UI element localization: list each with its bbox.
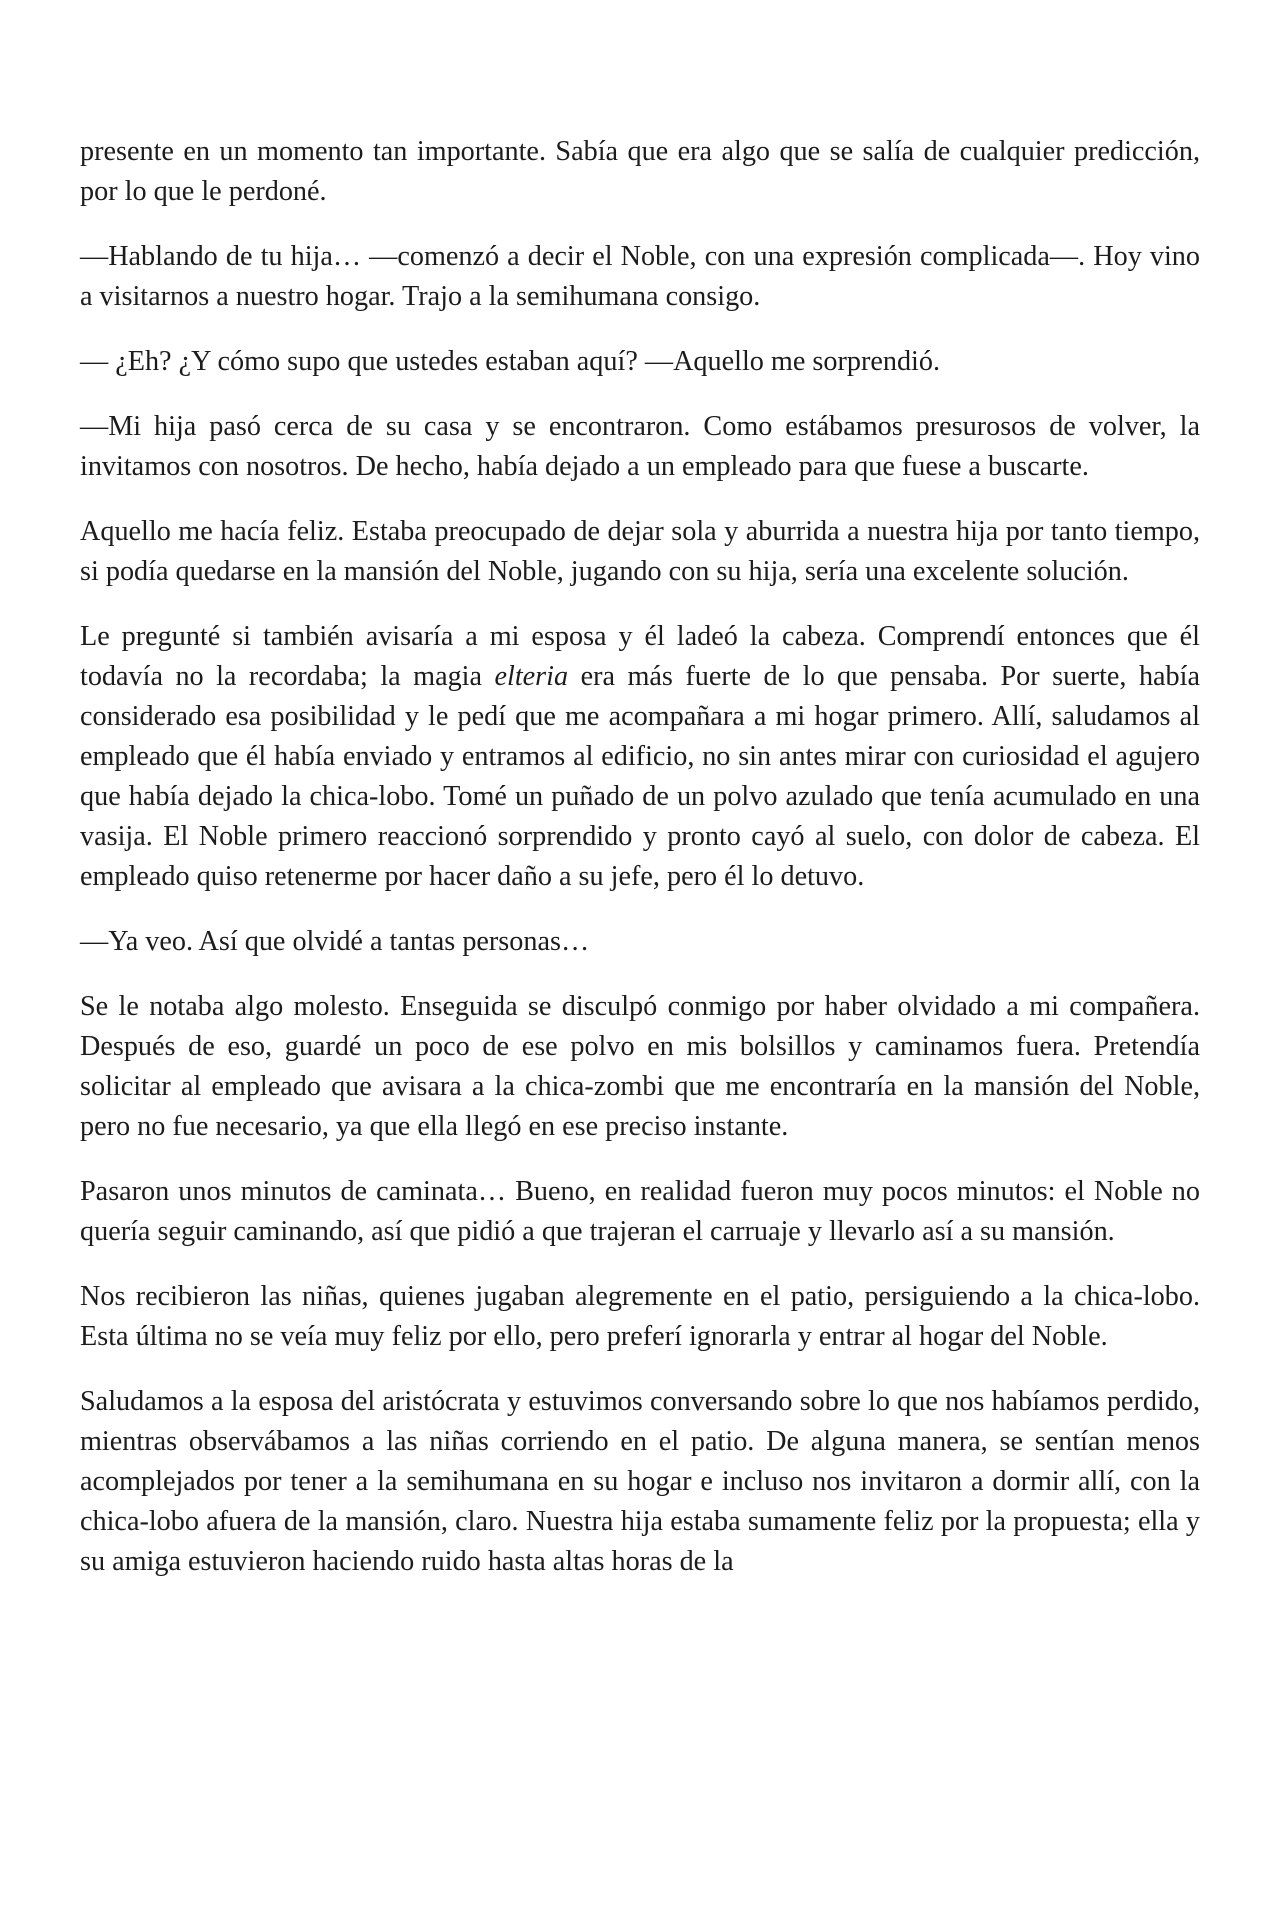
- italic-term: elteria: [494, 661, 569, 692]
- paragraph: —Hablando de tu hija… —comenzó a decir el Noble, con una expresión complicada—. Hoy vino a visitarnos a nuestro hogar. Trajo a la semihumana consigo.: [80, 241, 1200, 312]
- paragraph: Pasaron unos minutos de caminata… Bueno, en realidad fueron muy pocos minutos: el Noble no quería seguir caminando, así que pidió a que trajeran el carruaje y llevarlo así a su mansión.: [80, 1176, 1200, 1247]
- paragraph: Se le notaba algo molesto. Enseguida se disculpó conmigo por haber olvidado a mi compañera. Después de eso, guardé un poco de ese polvo en mis bolsillos y caminamos fuera. Pretendía solicitar al empleado que avisara a la chica-zombi que me encontraría en la mansión del Noble, pero no fue necesario, ya que ella llegó en ese preciso instante.: [80, 991, 1200, 1142]
- paragraph-text-before: Le pregunté si también avisaría a mi esposa y él ladeó la cabeza. Comprendí entonces que él todavía no la recordaba; la magia: [80, 621, 1200, 692]
- document-page: [80, 132, 1200, 1607]
- paragraph: —Mi hija pasó cerca de su casa y se encontraron. Como estábamos presurosos de volver, la invitamos con nosotros. De hecho, había dejado a un empleado para que fuese a buscarte.: [80, 411, 1200, 482]
- paragraph: Aquello me hacía feliz. Estaba preocupado de dejar sola y aburrida a nuestra hija por tanto tiempo, si podía quedarse en la mansión del Noble, jugando con su hija, sería una excelente solución.: [80, 516, 1200, 587]
- paragraph: —Ya veo. Así que olvidé a tantas personas…: [80, 926, 590, 957]
- paragraph: [80, 617, 1200, 897]
- paragraph-text-after: era más fuerte de lo que pensaba. Por suerte, había considerado esa posibilidad y le pedí que me acompañara a mi hogar primero. Allí, saludamos al empleado que él había enviado y entramos al edificio, no sin antes mirar con curiosidad el agujero que había dejado la chica-lobo. Tomé un puñado de un polvo azulado que tenía acumulado en una vasija. El Noble primero reaccionó sorprendido y pronto cayó al suelo, con dolor de cabeza. El empleado quiso retenerme por hacer daño a su jefe, pero él lo detuvo.: [80, 661, 1200, 892]
- paragraph: Nos recibieron las niñas, quienes jugaban alegremente en el patio, persiguiendo a la chica-lobo. Esta última no se veía muy feliz por ello, pero preferí ignorarla y entrar al hogar del Noble.: [80, 1281, 1200, 1352]
- paragraph: presente en un momento tan importante. Sabía que era algo que se salía de cualquier predicción, por lo que le perdoné.: [80, 136, 1200, 207]
- paragraph: — ¿Eh? ¿Y cómo supo que ustedes estaban aquí? —Aquello me sorprendió.: [80, 346, 941, 377]
- paragraph: Saludamos a la esposa del aristócrata y estuvimos conversando sobre lo que nos habíamos perdido, mientras observábamos a las niñas corriendo en el patio. De alguna manera, se sentían menos acomplejados por tener a la semihumana en su hogar e incluso nos invitaron a dormir allí, con la chica-lobo afuera de la mansión, claro. Nuestra hija estaba sumamente feliz por la propuesta; ella y su amiga estuvieron haciendo ruido hasta altas horas de la: [80, 1386, 1200, 1577]
